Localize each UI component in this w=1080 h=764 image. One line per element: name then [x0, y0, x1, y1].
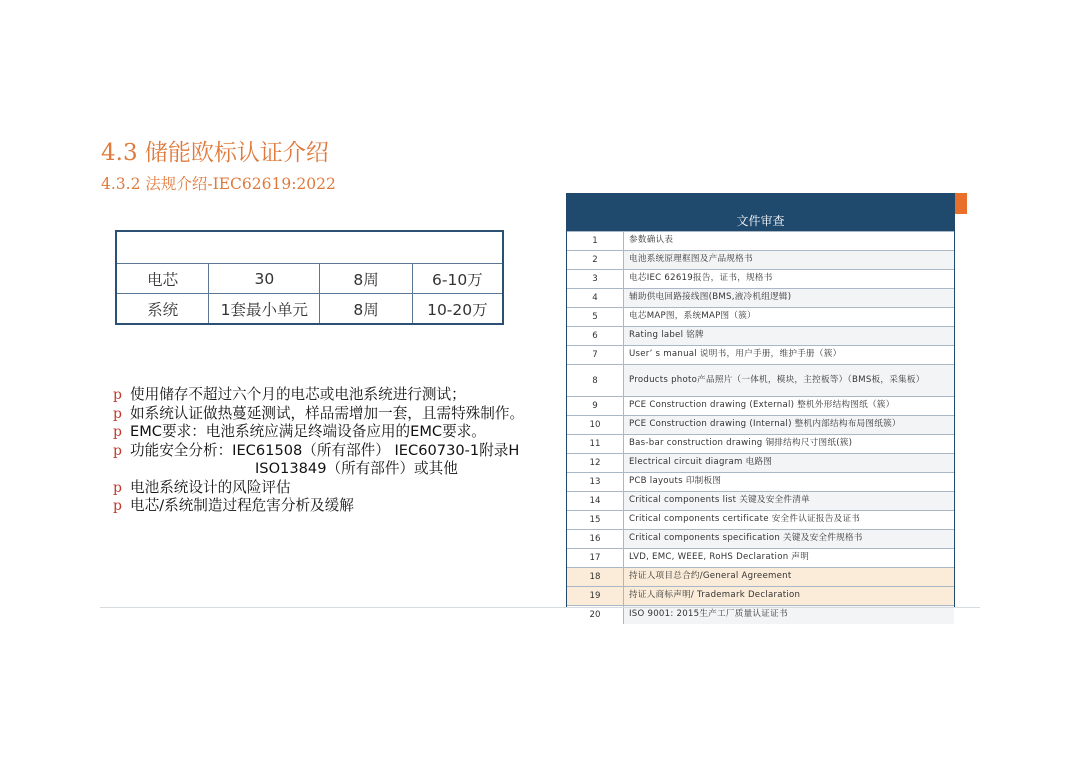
list-item-text: 如系统认证做热蔓延测试，样品需增加一套，且需特殊制作。 [130, 404, 525, 422]
row-description: 电芯MAP图，系统MAP图（簇） [629, 311, 756, 322]
summary-cell: 1套最小单元 [208, 294, 319, 323]
summary-cell: 10-20万 [412, 294, 502, 323]
summary-table [115, 230, 504, 325]
row-description: 电池系统原理框图及产品规格书 [624, 251, 954, 269]
row-number: 10 [567, 416, 624, 434]
row-number: 15 [567, 511, 624, 529]
bullet-icon: p [113, 479, 122, 496]
table-row [567, 491, 954, 510]
row-number: 19 [567, 587, 624, 605]
list-item-text: ISO13849（所有部件）或其他 [255, 460, 458, 477]
table-row [567, 288, 954, 307]
table-row [567, 548, 954, 567]
table-row [567, 415, 954, 434]
table-row [567, 434, 954, 453]
document-review-table [566, 193, 955, 620]
table-row [567, 472, 954, 491]
table-row [567, 326, 954, 345]
row-description: Electrical circuit diagram 电路图 [624, 454, 954, 472]
table-row [567, 307, 954, 326]
summary-cell: 电芯 [147, 270, 179, 289]
row-description: Critical components specification 关键及安全件规格书 [624, 530, 954, 548]
list-item [113, 423, 553, 442]
row-number: 6 [567, 327, 624, 345]
list-item [113, 386, 553, 405]
row-description: 持证人商标声明/ Trademark Declaration [629, 590, 801, 601]
document-review-rows [567, 231, 954, 624]
row-number: 3 [567, 270, 624, 288]
row-number: 13 [567, 473, 624, 491]
list-item-text: 功能安全分析：IEC61508（所有部件） IEC60730-1附录H [130, 441, 520, 459]
table-row [567, 345, 954, 364]
row-description: Critical components list 关键及安全件清单 [624, 492, 954, 510]
bullet-icon: p [113, 498, 122, 514]
list-item-text: 使用储存不超过六个月的电芯或电池系统进行测试； [130, 386, 466, 403]
row-number: 9 [567, 397, 624, 415]
table-row [567, 529, 954, 548]
table-row [567, 567, 954, 586]
row-description: Rating label 铭牌 [624, 327, 954, 345]
list-item-continuation [113, 460, 553, 479]
summary-table-header [117, 232, 502, 264]
row-description: LVD, EMC, WEEE, RoHS Declaration 声明 [629, 552, 810, 563]
row-description: 电芯IEC 62619报告，证书，规格书 [629, 273, 773, 284]
table-row [567, 586, 954, 605]
list-item-text: 电芯/系统制造过程危害分析及缓解 [130, 497, 354, 514]
row-number: 4 [567, 289, 624, 307]
row-number: 1 [567, 232, 624, 250]
row-description: Bas-bar construction drawing 铜排结构尺寸图纸(簇) [629, 438, 853, 449]
row-description: PCE Construction drawing (Internal) 整机内部结构布局图纸簇） [624, 416, 954, 434]
list-item [113, 405, 553, 424]
bullet-icon: p [113, 442, 122, 459]
table-row [567, 231, 954, 250]
row-description: User’ s manual 说明书，用户手册，维护手册（簇） [629, 349, 842, 360]
row-description: PCE Construction drawing (External) 整机外形结构图纸（簇） [629, 400, 895, 411]
summary-cell: 8周 [319, 264, 411, 293]
table-row [567, 364, 954, 396]
summary-row [117, 264, 502, 293]
summary-cell: 系统 [147, 300, 179, 319]
requirements-list [113, 386, 553, 516]
row-description: 辅助供电回路接线图(BMS,液冷机组逻辑) [624, 289, 954, 307]
table-row [567, 250, 954, 269]
table-row [567, 396, 954, 415]
page-subtitle: 4.3.2 法规介绍-IEC62619:2022 [101, 175, 336, 193]
row-description: ISO 9001: 2015生产工厂质量认证证书 [624, 606, 954, 624]
row-number: 5 [567, 308, 624, 326]
bullet-icon: p [113, 387, 122, 403]
row-number: 8 [567, 365, 624, 396]
row-number: 14 [567, 492, 624, 510]
summary-cell: 8周 [319, 294, 411, 323]
row-description: Products photo产品照片（一体机，模块，主控板等）（BMS板，采集板） [624, 365, 954, 396]
row-description: 参数确认表 [629, 235, 674, 246]
row-number: 18 [567, 568, 624, 586]
row-number: 2 [567, 251, 624, 269]
table-row [567, 269, 954, 288]
row-description: 持证人项目总合约/General Agreement [629, 571, 792, 582]
row-number: 17 [567, 549, 624, 567]
summary-cell: 30 [208, 264, 319, 293]
table-row [567, 453, 954, 472]
document-review-header: 文件审查 [567, 194, 954, 231]
row-description: PCB layouts 印制板图 [629, 476, 722, 487]
bullet-icon: p [113, 424, 122, 440]
table-row [567, 510, 954, 529]
row-number: 12 [567, 454, 624, 472]
row-description: Critical components certificate 安全件认证报告及证书 [629, 514, 861, 525]
summary-cell: 6-10万 [412, 264, 502, 293]
list-item [113, 479, 553, 498]
row-number: 20 [567, 606, 624, 624]
footer-divider [100, 607, 980, 608]
list-item-text: EMC要求：电池系统应满足终端设备应用的EMC要求。 [130, 423, 486, 440]
page-title: 4.3 储能欧标认证介绍 [101, 140, 329, 166]
row-number: 11 [567, 435, 624, 453]
summary-row [117, 293, 502, 323]
row-number: 7 [567, 346, 624, 364]
list-item [113, 497, 553, 516]
list-item-text: 电池系统设计的风险评估 [130, 478, 291, 496]
row-number: 16 [567, 530, 624, 548]
list-item [113, 442, 553, 461]
bullet-icon: p [113, 405, 122, 422]
